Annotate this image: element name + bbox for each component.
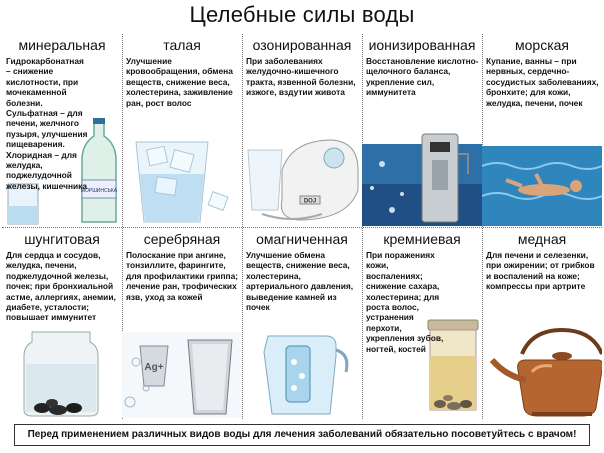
- cell-mineral: [2, 34, 122, 226]
- cell-title: шунгитовая: [24, 231, 100, 247]
- cell-silicon: [362, 228, 482, 420]
- cell-text: Улучшение обмена веществ, снижение веса, холестерина, артериального давления, выведение камней из почек: [246, 250, 354, 313]
- copper-kettle-icon: [482, 324, 602, 418]
- sea-swimmer-icon: [482, 146, 602, 226]
- cell-text: Для печени и селезенки, при ожирении; от грибков и воспалений на коже; компрессы при артрите: [486, 250, 595, 292]
- cell-title: морская: [515, 37, 569, 53]
- doctor-warning: Перед применением различных видов воды для лечения заболеваний обязательно посоветуйтесь с врачом!: [14, 424, 590, 446]
- page-title: Целебные силы воды: [189, 2, 415, 27]
- cell-shungite: [2, 228, 122, 420]
- water-grid: [2, 34, 602, 419]
- ozonator-badge: DOJ: [303, 198, 317, 205]
- cell-title: ионизированная: [368, 37, 476, 53]
- cell-ionized: [362, 34, 482, 226]
- ice-glass-icon: [122, 134, 242, 226]
- cell-text: Улучшение кровообращения, обмена веществ, снижение веса, холестерина, заживление ран, рост волос: [126, 56, 233, 108]
- ozonator-icon: [242, 130, 362, 226]
- cell-melt: [122, 34, 242, 226]
- cell-sea: [482, 34, 602, 226]
- cell-copper: [482, 228, 602, 420]
- bottle-label: МОРШИНСЬКА: [80, 188, 118, 194]
- cell-text: При заболеваниях желудочно-кишечного тракта, язвенной болезни, изжоге, вздутии живота: [246, 56, 356, 98]
- cell-text: Гидрокарбонатная – снижение кислотности, при мочекаменной болезни. Сульфатная – для печени, желчного пузыря, улучшения пищеварения. Хлоридная – для желудка, поджелудочной железы, кишечника: [6, 56, 88, 191]
- cell-text: Восстановление кислотно-щелочного баланса, укрепление сил, иммунитета: [366, 56, 479, 98]
- cell-text: Купание, ванны – при нервных, сердечно-сосудистых заболеваниях, бронхите; для кожи, желудка, печени, почек: [486, 56, 599, 108]
- silver-glass-label: Ag+: [144, 362, 164, 373]
- shungite-jar-icon: [2, 324, 122, 418]
- silver-glass-icon: [122, 332, 242, 418]
- magnetizer-jug-icon: [242, 332, 362, 418]
- cell-title: талая: [163, 37, 201, 53]
- cell-silver: [122, 228, 242, 420]
- cell-title: минеральная: [18, 37, 106, 53]
- cell-title: кремниевая: [383, 231, 461, 247]
- cell-title: озонированная: [252, 37, 352, 53]
- cell-title: омагниченная: [256, 231, 348, 247]
- cell-title: медная: [517, 231, 567, 247]
- cell-text: Для сердца и сосудов, желудка, печени, поджелудочной железы, почек; при бронхиальной астме, аллергиях, анемии, диабете, усталости; повышает иммунитет: [6, 250, 116, 323]
- cell-text: Полоскание при ангине, тонзиллите, фарингите, для профилактики гриппа; лечение ран, трофических язв, уход за кожей: [126, 250, 239, 302]
- cell-ozonated: [242, 34, 362, 226]
- cell-text: При поражениях кожи, воспалениях; снижение сахара, холестерина; для роста волос, устранения перхоти, укрепления зубов, ногтей, костей: [366, 250, 444, 354]
- cell-title: серебряная: [143, 231, 221, 247]
- ionizer-icon: [362, 124, 482, 226]
- cell-magnetized: [242, 228, 362, 420]
